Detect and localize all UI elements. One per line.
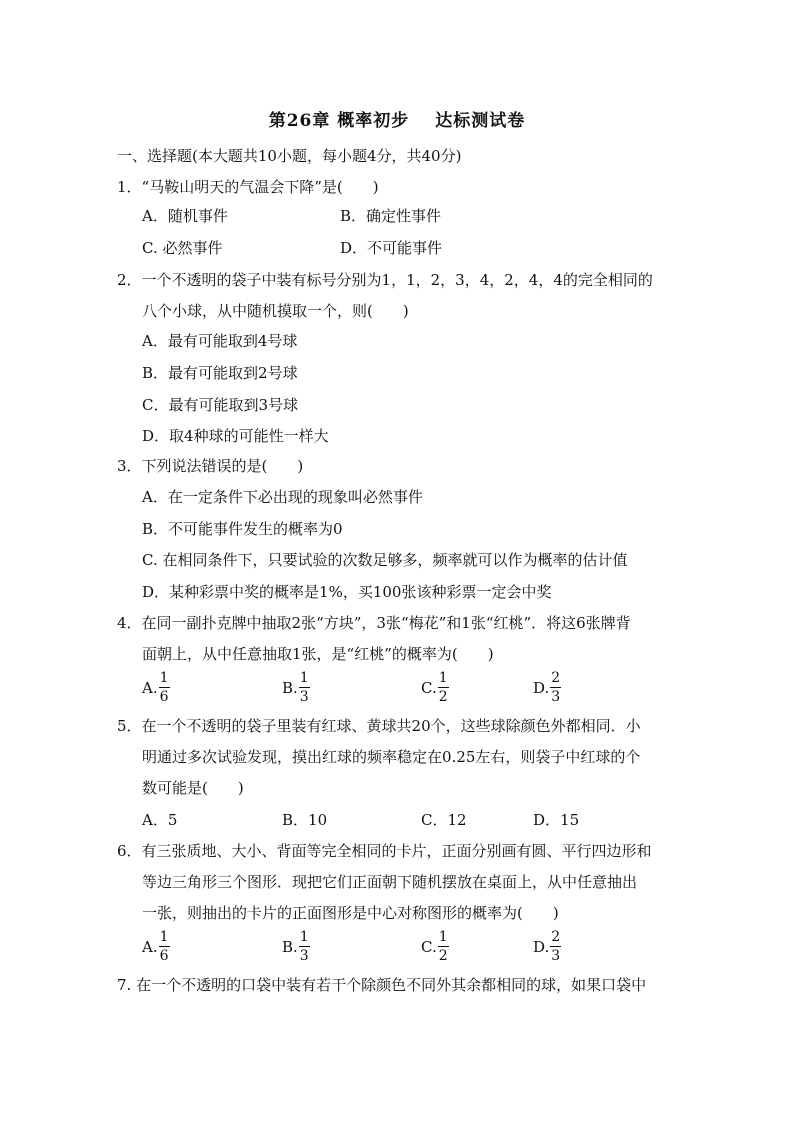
q6-option-d [533, 929, 561, 964]
question-5-line-3: 数可能是( ) [142, 779, 244, 797]
q6-options [0, 929, 794, 973]
page-title [0, 106, 794, 131]
q4-options [0, 670, 794, 714]
q4-option-b [282, 670, 310, 705]
question-5-line-2: 明通过多次试验发现，摸出红球的频率稳定在0.25左右，则袋子中红球的个 [142, 748, 641, 766]
q3-option-b: B．不可能事件发生的概率为0 [142, 520, 343, 538]
q6-option-c-fraction [438, 929, 449, 964]
q3-option-a: A．在一定条件下必出现的现象叫必然事件 [142, 488, 423, 506]
denominator: 6 [159, 948, 169, 964]
denominator: 3 [551, 689, 561, 705]
q6-option-a [142, 929, 170, 964]
numerator: 2 [551, 670, 561, 686]
q1-option-a: A．随机事件 [142, 207, 228, 225]
q6-option-c-label: C. [421, 937, 437, 956]
q6-option-a-label: A. [142, 937, 158, 956]
q5-option-c: C．12 [421, 811, 467, 829]
q3-option-d: D．某种彩票中奖的概率是1%，买100张该种彩票一定会中奖 [142, 583, 552, 601]
q6-option-b-fraction [299, 929, 310, 964]
q6-option-c [421, 929, 449, 964]
question-5-line-1: 5．在一个不透明的袋子里装有红球、黄球共20个，这些球除颜色外都相同．小 [117, 717, 641, 735]
denominator: 3 [299, 689, 309, 705]
q4-option-a-label: A. [142, 678, 158, 697]
q4-option-c-label: C. [421, 678, 437, 697]
q4-option-a [142, 670, 170, 705]
numerator: 2 [551, 929, 561, 945]
question-7-text: 7. 在一个不透明的口袋中装有若干个除颜色不同外其余都相同的球，如果口袋中 [117, 976, 647, 994]
title-kind: 达标测试卷 [435, 111, 526, 131]
q1-option-b: B．确定性事件 [340, 207, 442, 225]
q5-option-b: B．10 [282, 811, 328, 829]
q6-option-b-label: B. [282, 937, 298, 956]
q2-option-d: D．取4种球的可能性一样大 [142, 427, 329, 445]
q5-option-d: D．15 [533, 811, 580, 829]
denominator: 2 [438, 948, 448, 964]
q6-option-b [282, 929, 310, 964]
q2-option-c: C．最有可能取到3号球 [142, 396, 299, 414]
q1-option-d: D．不可能事件 [340, 239, 443, 257]
numerator: 1 [438, 929, 448, 945]
question-2-line-1: 2．一个不透明的袋子中装有标号分别为1，1，2，3，4，2，4，4的完全相同的 [117, 271, 653, 289]
title-topic: 概率初步 [337, 111, 410, 131]
denominator: 3 [551, 948, 561, 964]
question-6-line-2: 等边三角形三个图形．现把它们正面朝下随机摆放在桌面上，从中任意抽出 [142, 873, 638, 891]
q4-option-b-fraction [299, 670, 310, 705]
q4-option-d-label: D. [533, 678, 550, 697]
numerator: 1 [159, 929, 169, 945]
q4-option-c [421, 670, 449, 705]
question-6-line-3: 一张，则抽出的卡片的正面图形是中心对称图形的概率为( ) [142, 904, 559, 922]
q1-option-c: C. 必然事件 [142, 239, 223, 257]
denominator: 6 [159, 689, 169, 705]
q4-option-d-fraction [550, 670, 561, 705]
numerator: 1 [438, 670, 448, 686]
question-3-text: 3．下列说法错误的是( ) [117, 457, 304, 475]
question-4-line-1: 4．在同一副扑克牌中抽取2张“方块”，3张“梅花”和1张“红桃”．将这6张牌背 [117, 614, 631, 632]
title-chapter: 第26章 [268, 111, 331, 131]
numerator: 1 [299, 670, 309, 686]
section-heading: 一、选择题(本大题共10小题，每小题4分，共40分) [117, 147, 462, 165]
q4-option-d [533, 670, 561, 705]
q5-option-a: A．5 [142, 811, 178, 829]
q4-option-c-fraction [438, 670, 449, 705]
q6-option-d-label: D. [533, 937, 550, 956]
numerator: 1 [299, 929, 309, 945]
q2-option-a: A．最有可能取到4号球 [142, 332, 298, 350]
question-6-line-1: 6．有三张质地、大小、背面等完全相同的卡片，正面分别画有圆、平行四边形和 [117, 842, 652, 860]
question-4-line-2: 面朝上，从中任意抽取1张，是“红桃”的概率为( ) [142, 645, 494, 663]
q6-option-a-fraction [159, 929, 170, 964]
q3-option-c: C. 在相同条件下，只要试验的次数足够多，频率就可以作为概率的估计值 [142, 551, 628, 569]
q2-option-b: B．最有可能取到2号球 [142, 364, 298, 382]
question-1-text: 1．“马鞍山明天的气温会下降”是( ) [117, 178, 379, 196]
numerator: 1 [159, 670, 169, 686]
denominator: 3 [299, 948, 309, 964]
q4-option-b-label: B. [282, 678, 298, 697]
q6-option-d-fraction [550, 929, 561, 964]
q4-option-a-fraction [159, 670, 170, 705]
question-2-line-2: 八个小球，从中随机摸取一个，则( ) [142, 302, 409, 320]
denominator: 2 [438, 689, 448, 705]
